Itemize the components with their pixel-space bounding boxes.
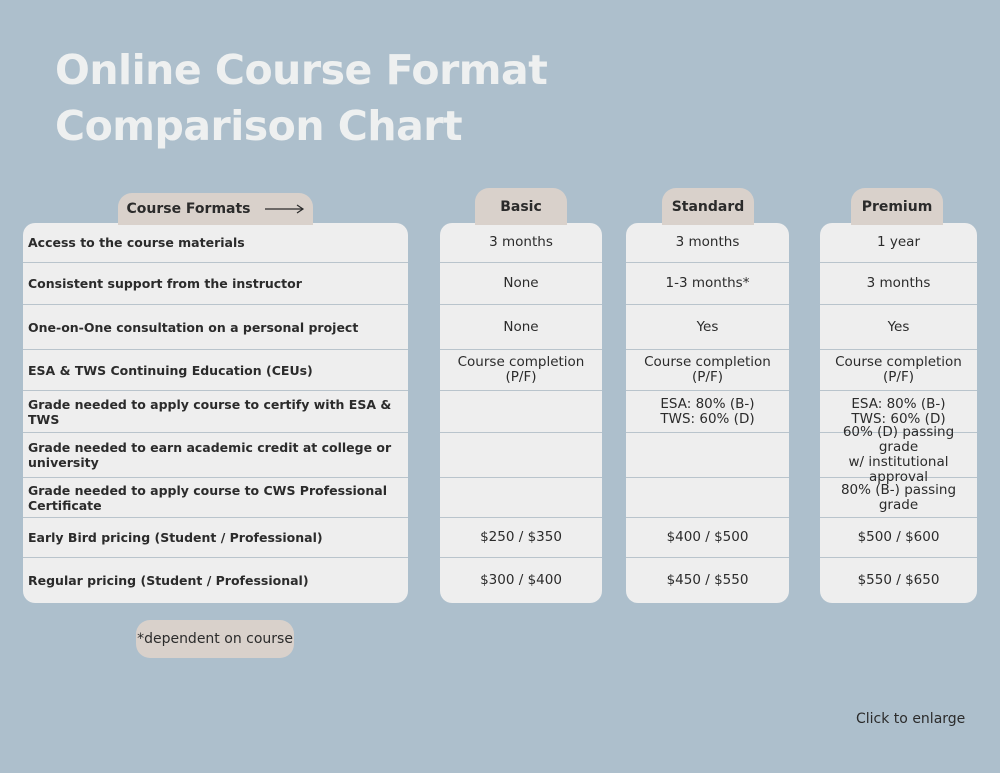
value-cell: $300 / $400 <box>480 572 562 588</box>
value-cell: 3 months <box>626 223 789 263</box>
value-cell: Course completion (P/F) <box>440 350 602 391</box>
features-panel <box>23 223 408 603</box>
value-cell: 60% (D) passing grade w/ institutional approval <box>820 433 977 478</box>
value-cell: 1-3 months* <box>626 263 789 305</box>
feature-row: Early Bird pricing (Student / Professional) <box>23 518 408 558</box>
course-formats-label: Course Formats <box>126 201 251 217</box>
value-cell: $450 / $550 <box>666 572 749 588</box>
feature-row: Consistent support from the instructor <box>23 263 408 305</box>
plan-tab-basic <box>475 188 567 225</box>
plan-tab-premium <box>851 188 943 225</box>
value-cell: Yes <box>626 305 789 350</box>
value-cell: 80% (B-) passing grade <box>820 478 977 518</box>
plan-name: Premium <box>861 198 933 215</box>
page-title <box>55 42 547 154</box>
value-cell: $400 / $500 <box>626 518 789 558</box>
value-cell <box>440 391 602 433</box>
footnote-badge <box>136 620 294 658</box>
feature-row: ESA & TWS Continuing Education (CEUs) <box>23 350 408 391</box>
plan-name: Basic <box>500 198 542 215</box>
feature-row: One-on-One consultation on a personal project <box>23 305 408 350</box>
value-cell: Course completion (P/F) <box>820 350 977 391</box>
footnote-text: *dependent on course <box>137 631 293 647</box>
value-cell: None <box>440 305 602 350</box>
value-cell: ESA: 80% (B-) TWS: 60% (D) <box>820 391 977 433</box>
title-line-1: Online Course Format <box>55 46 548 94</box>
plan-tab-standard <box>662 188 754 225</box>
plan-name: Standard <box>671 198 745 215</box>
feature-row: Access to the course materials <box>23 223 408 263</box>
value-cell <box>440 433 602 478</box>
arrow-right-icon <box>265 203 305 215</box>
value-cell <box>626 478 789 518</box>
feature-row: Grade needed to apply course to certify with ESA & TWS <box>23 391 408 433</box>
value-cell <box>440 478 602 518</box>
value-cell: $550 / $650 <box>857 572 940 588</box>
value-cell: $500 / $600 <box>820 518 977 558</box>
value-cell: None <box>440 263 602 305</box>
premium-column <box>820 223 977 603</box>
value-cell: $250 / $350 <box>440 518 602 558</box>
basic-column <box>440 223 602 603</box>
title-line-2: Comparison Chart <box>55 102 463 150</box>
feature-row: Grade needed to apply course to CWS Professional Certificate <box>23 478 408 518</box>
standard-column <box>626 223 789 603</box>
value-cell: Course completion (P/F) <box>626 350 789 391</box>
click-to-enlarge-link[interactable]: Click to enlarge <box>856 711 966 727</box>
value-cell: 3 months <box>440 223 602 263</box>
value-cell: 1 year <box>820 223 977 263</box>
value-cell <box>626 433 789 478</box>
value-cell: Yes <box>820 305 977 350</box>
course-formats-tab <box>118 193 313 225</box>
feature-row: Grade needed to earn academic credit at college or university <box>23 433 408 478</box>
value-cell: ESA: 80% (B-) TWS: 60% (D) <box>626 391 789 433</box>
feature-row: Regular pricing (Student / Professional) <box>28 573 309 588</box>
value-cell: 3 months <box>820 263 977 305</box>
